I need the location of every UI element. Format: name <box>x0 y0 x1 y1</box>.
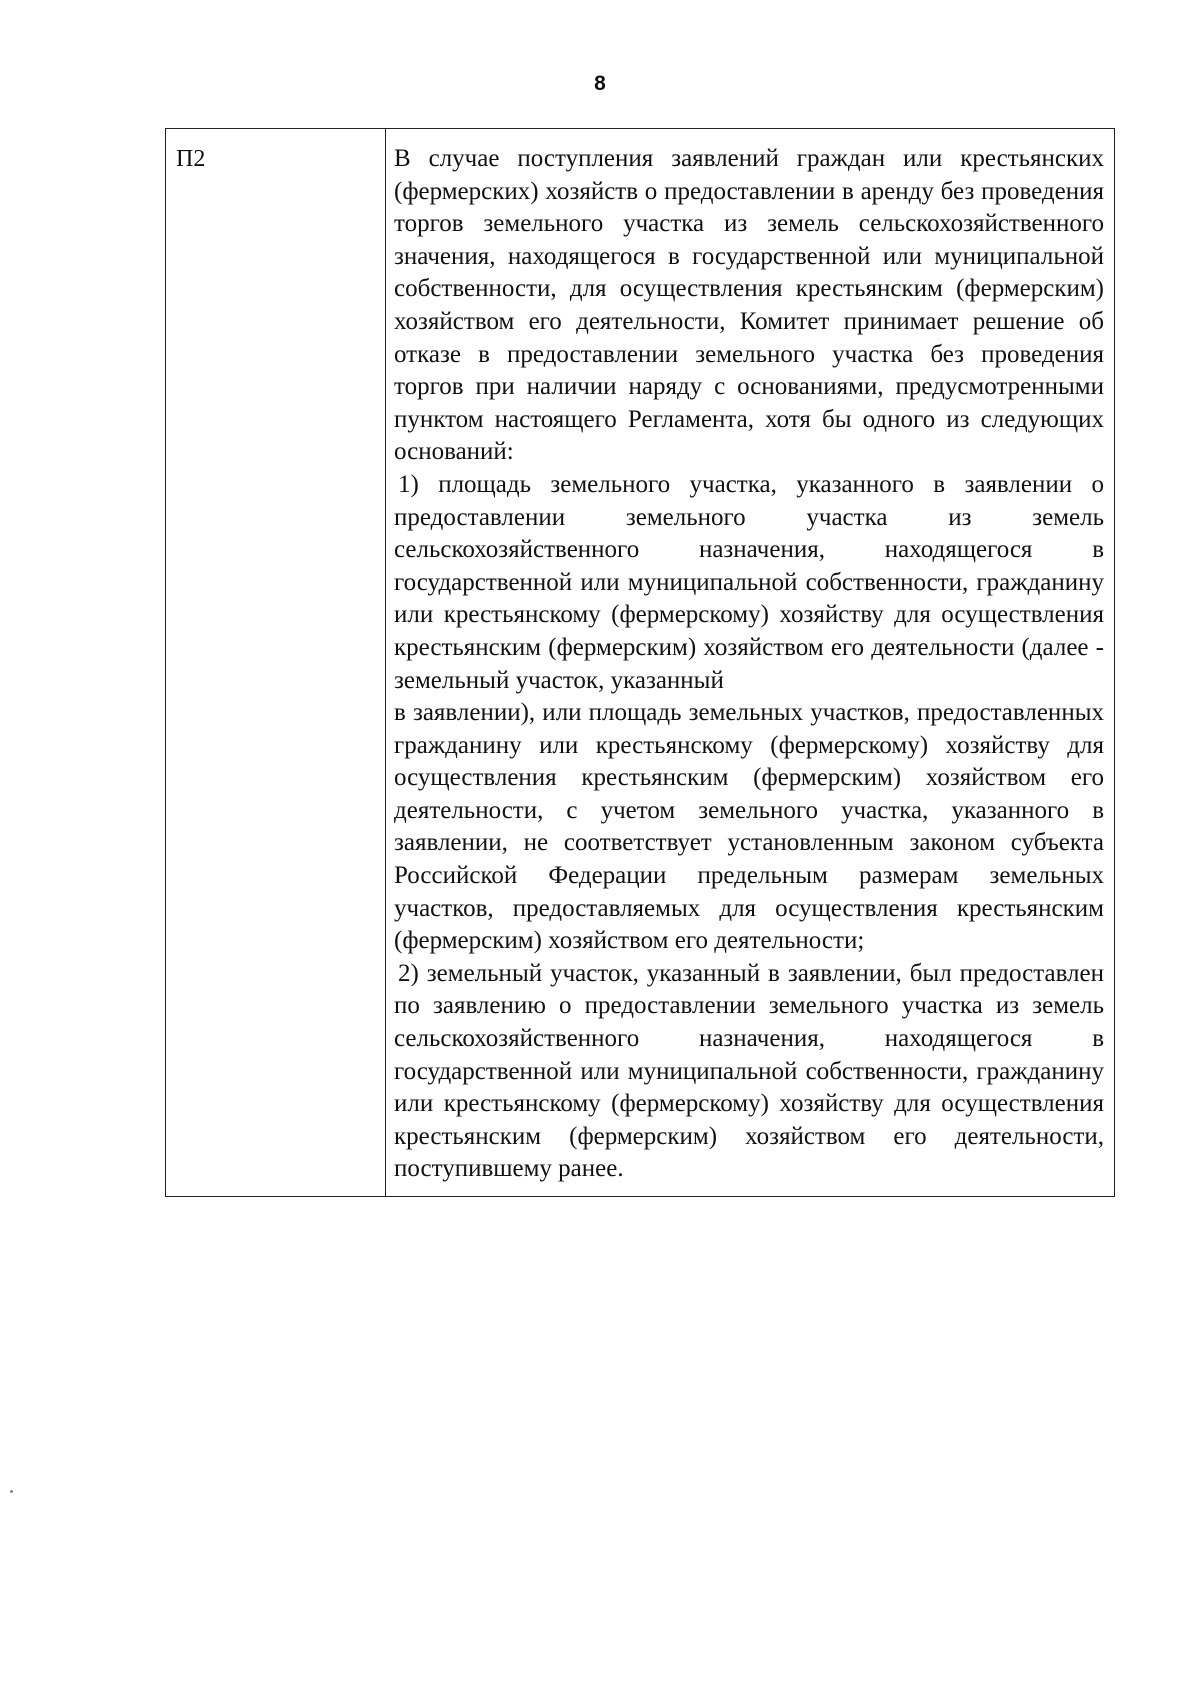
intro-paragraph: В случае поступления заявлений граждан или крестьянских (фермерских) хозяйств о предоставлении в аренду без проведения торгов земельного участка из земель сельскохозяйственного значения, находящегося в государственной или муниципальной собственности, для осуществления крестьянским (фермерским) хозяйством его деятельности, Комитет принимает решение об отказе в предоставлении земельного участка без проведения торгов при наличии наряду с основаниями, предусмотренными пунктом настоящего Регламента, хотя бы одного из следующих оснований: <box>394 145 1104 466</box>
ground-1-paragraph: 1) площадь земельного участка, указанного в заявлении о предоставлении земельного участка из земель сельскохозяйственного назначения, находящегося в государственной или муниципальной собственности, гражданину или крестьянскому (фермерскому) хозяйству для осуществления крестьянским (фермерским) хозяйством его деятельности (далее - земельный участок, указанный <box>394 470 1104 694</box>
ground-1-continuation-paragraph: в заявлении), или площадь земельных участков, предоставленных гражданину или крестьянскому (фермерскому) хозяйству для осуществления крестьянским (фермерским) хозяйством его деятельности, с учетом земельного участка, указанного в заявлении, не соответствует установленным законом субъекта Российской Федерации предельным размерам земельных участков, предоставляемых для осуществления крестьянским (фермерским) хозяйством его деятельности; <box>394 699 1104 955</box>
table-row <box>166 129 1115 1197</box>
regulation-table <box>165 128 1115 1197</box>
row-code-cell: П2 <box>166 129 386 1197</box>
scan-speck <box>10 1490 13 1493</box>
page-number: 8 <box>594 72 606 95</box>
ground-2-paragraph: 2) земельный участок, указанный в заявлении, был предоставлен по заявлению о предоставлении земельного участка из земель сельскохозяйственного назначения, находящегося в государственной или муниципальной собственности, гражданину или крестьянскому (фермерскому) хозяйству для осуществления крестьянским (фермерским) хозяйством его деятельности, поступившему ранее. <box>394 959 1104 1183</box>
row-text-cell <box>386 129 1115 1197</box>
